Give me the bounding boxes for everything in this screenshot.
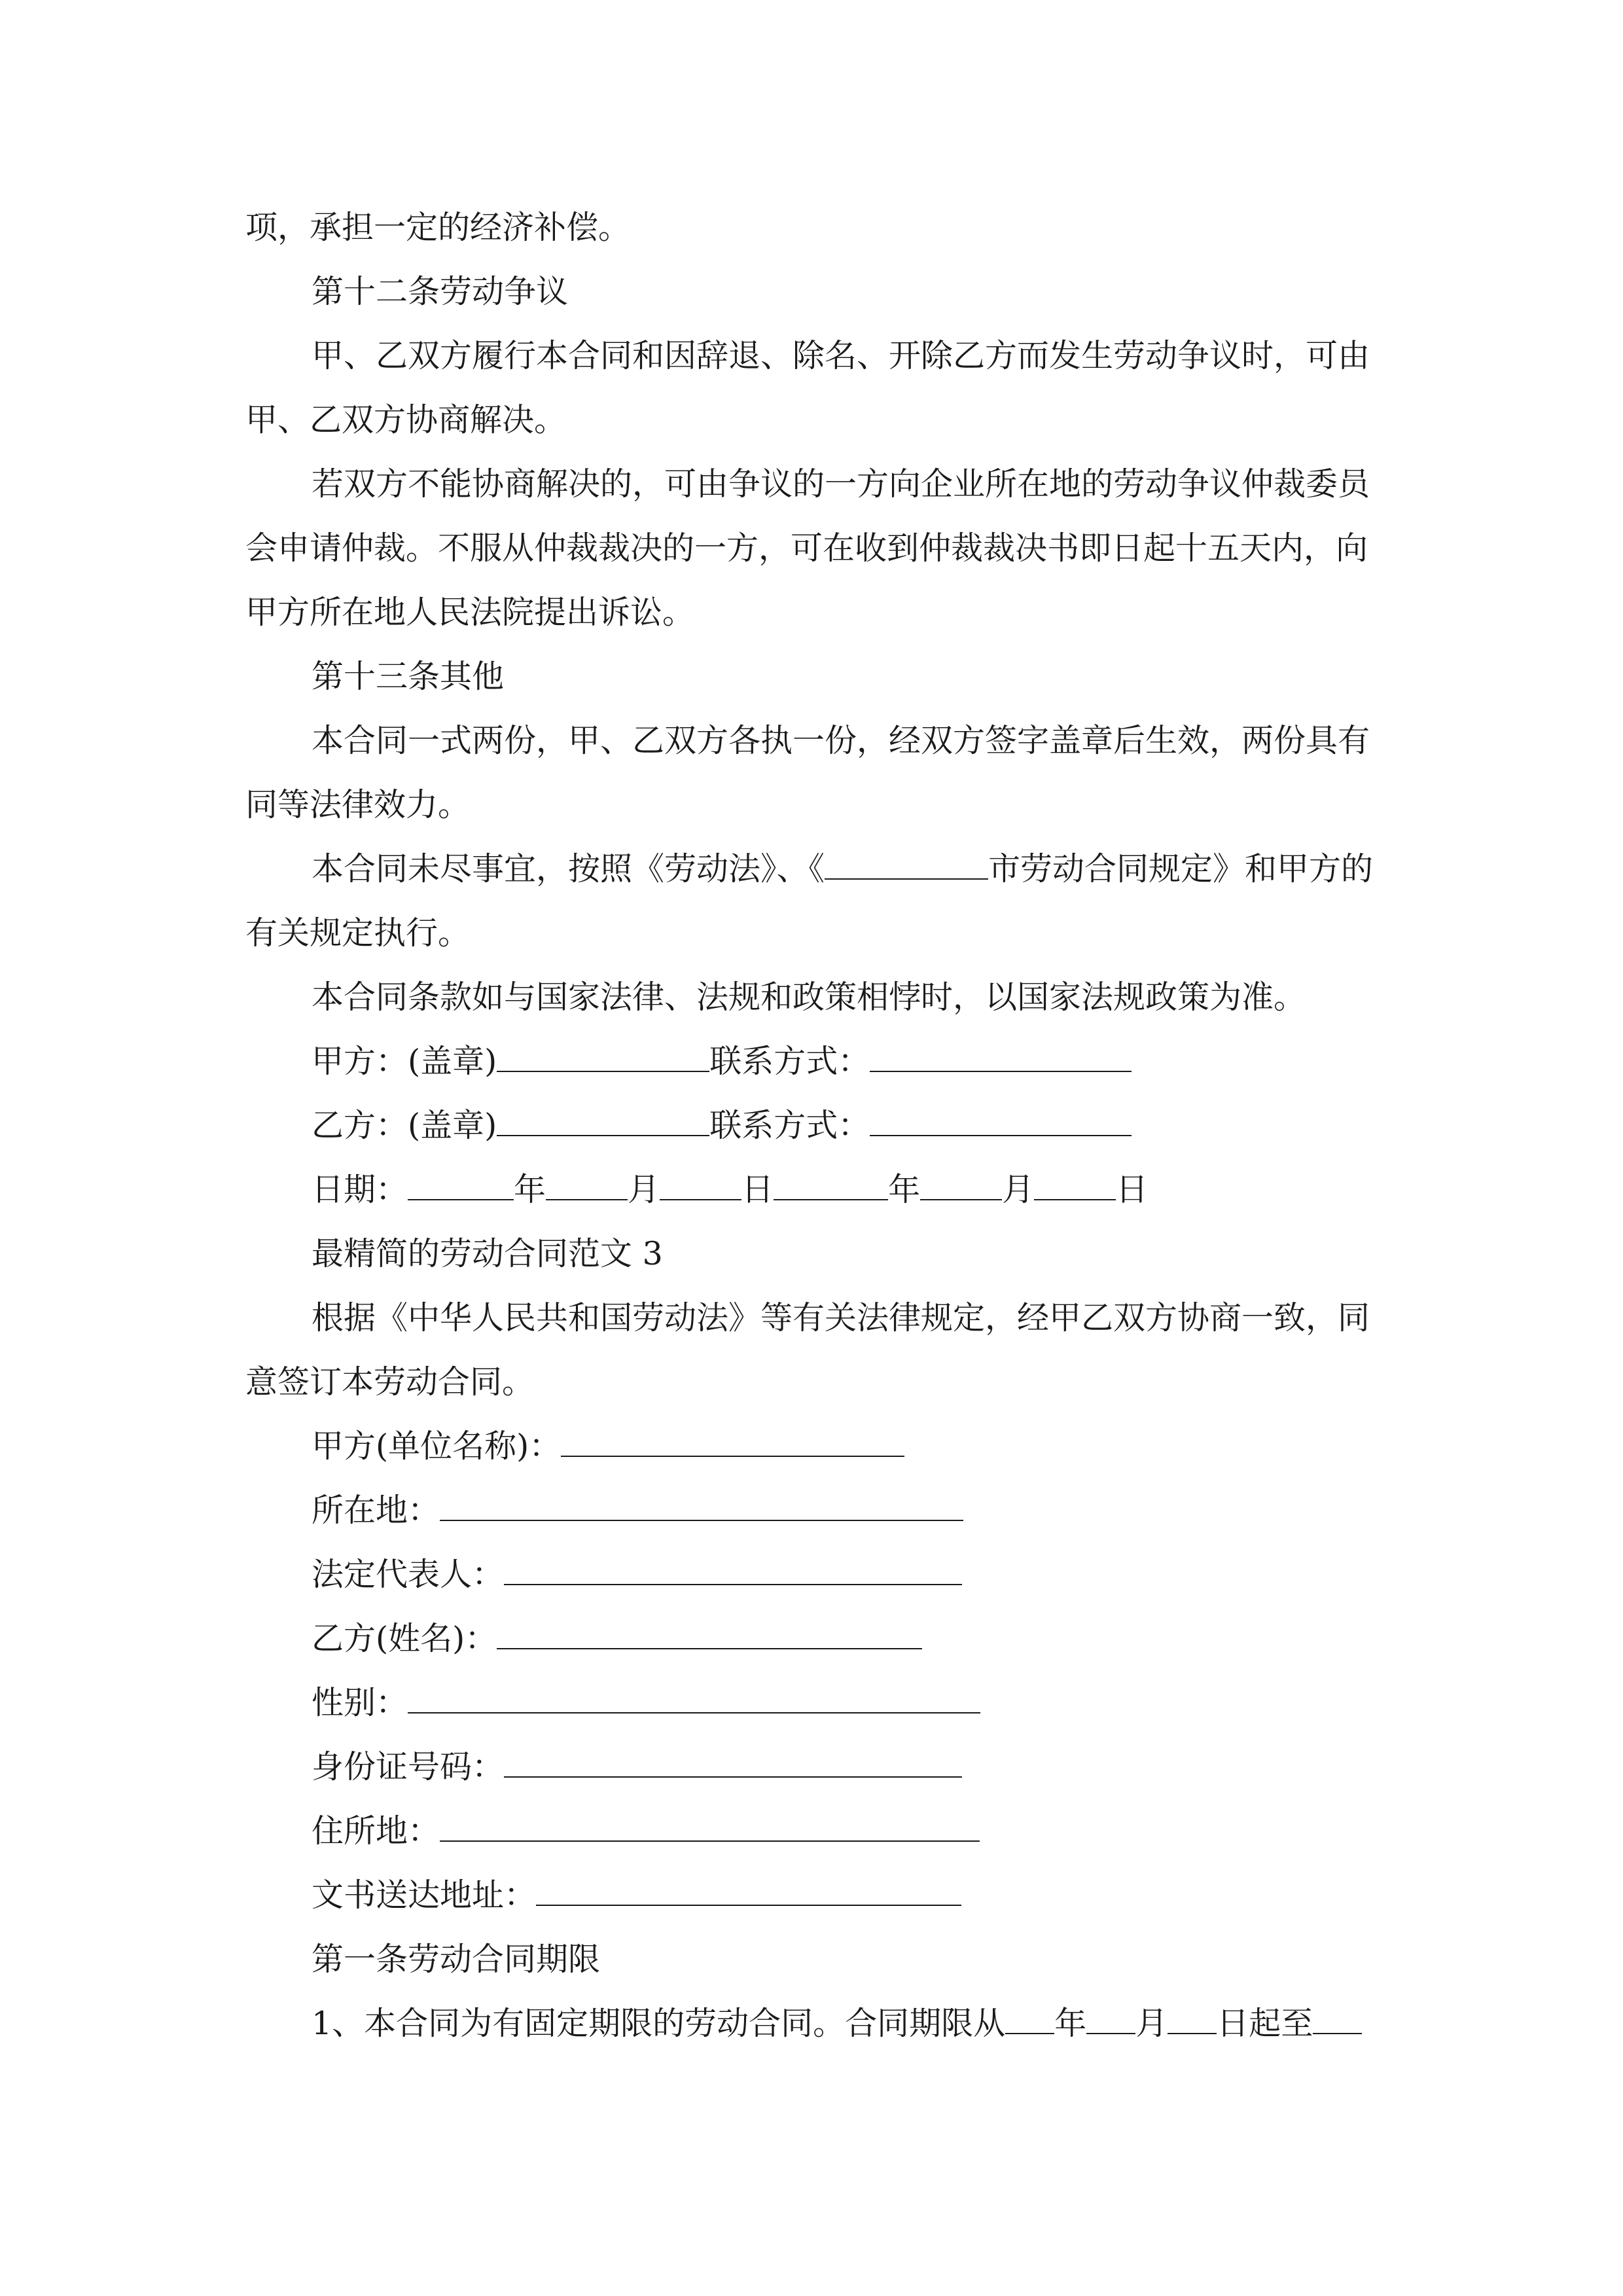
contact-blank[interactable] <box>870 1106 1132 1136</box>
month-blank[interactable] <box>1086 2004 1135 2034</box>
seal-blank[interactable] <box>497 1042 709 1072</box>
month-blank[interactable] <box>546 1170 628 1200</box>
field-party-b <box>312 1619 1444 1659</box>
address-blank[interactable] <box>440 1491 963 1521</box>
end-year-blank[interactable] <box>1313 2004 1362 2034</box>
seal-blank[interactable] <box>497 1106 709 1136</box>
legal-rep-blank[interactable] <box>504 1555 962 1585</box>
paragraph-line: 会申请仲裁。不服从仲裁裁决的一方，可在收到仲裁裁决书即日起十五天内，向 <box>245 529 1368 567</box>
paragraph-line: 同等法律效力。 <box>245 786 471 823</box>
year-blank[interactable] <box>1005 2004 1054 2034</box>
paragraph-line: 本合同条款如与国家法律、法规和政策相悖时，以国家法规政策为准。 <box>312 978 1306 1016</box>
year-label: 年 <box>514 1171 546 1208</box>
year-label: 年 <box>1054 2005 1087 2042</box>
field-mail-address <box>312 1876 1444 1915</box>
year-blank[interactable] <box>408 1170 514 1200</box>
contact-label: 联系方式： <box>709 1043 870 1080</box>
month-blank[interactable] <box>920 1170 1002 1200</box>
text-segment: 日起至 <box>1217 2005 1313 2042</box>
field-label: 所在地： <box>312 1492 440 1529</box>
article-12-title: 第十二条劳动争议 <box>312 273 569 310</box>
field-party-a <box>312 1427 1444 1466</box>
residence-blank[interactable] <box>440 1812 980 1842</box>
article-1-title: 第一条劳动合同期限 <box>312 1941 601 1978</box>
field-id-number <box>312 1748 1444 1787</box>
day-blank[interactable] <box>1168 2004 1217 2034</box>
paragraph-line: 根据《中华人民共和国劳动法》等有关法律规定，经甲乙双方协商一致，同 <box>312 1299 1370 1336</box>
month-label: 月 <box>1002 1171 1035 1208</box>
paragraph-line: 本合同一式两份，甲、乙双方各执一份，经双方签字盖章后生效，两份具有 <box>312 722 1370 759</box>
field-label: 住所地： <box>312 1812 440 1850</box>
section-title: 最精简的劳动合同范文 3 <box>312 1235 663 1272</box>
field-label: 法定代表人： <box>312 1556 505 1593</box>
month-label: 月 <box>1135 2005 1168 2042</box>
party-b-name-blank[interactable] <box>497 1619 922 1649</box>
day-label: 日 <box>741 1171 774 1208</box>
field-label: 乙方(姓名)： <box>312 1620 497 1657</box>
text-segment: 1、本合同为有固定期限的劳动合同。合同期限从 <box>312 2005 1006 2042</box>
paragraph-line: 意签订本劳动合同。 <box>245 1363 535 1401</box>
gender-blank[interactable] <box>408 1683 980 1713</box>
text-segment: 甲、乙双方履行本合同和因辞退、除名、开除乙方而发生劳动争议时，可由 <box>312 337 1370 374</box>
paragraph-line <box>312 2004 1444 2043</box>
year-label: 年 <box>888 1171 921 1208</box>
paragraph-line: 甲方所在地人民法院提出诉讼。 <box>245 594 695 631</box>
field-gender <box>312 1683 1444 1723</box>
field-residence <box>312 1812 1444 1851</box>
paragraph-line <box>312 336 1378 376</box>
paragraph-line: 甲、乙双方协商解决。 <box>245 401 567 439</box>
day-label: 日 <box>1116 1171 1149 1208</box>
field-label: 性别： <box>312 1684 408 1721</box>
year-blank[interactable] <box>774 1170 888 1200</box>
month-label: 月 <box>628 1171 660 1208</box>
signature-label: 乙方：(盖章) <box>312 1107 497 1144</box>
contact-label: 联系方式： <box>709 1107 870 1144</box>
article-13-title: 第十三条其他 <box>312 658 505 695</box>
paragraph-line <box>312 850 1444 889</box>
city-blank[interactable] <box>825 850 988 880</box>
field-legal-rep <box>312 1555 1444 1594</box>
id-number-blank[interactable] <box>504 1748 962 1778</box>
day-blank[interactable] <box>660 1170 741 1200</box>
paragraph-line: 有关规定执行。 <box>245 914 471 952</box>
contact-blank[interactable] <box>870 1042 1132 1072</box>
field-label: 甲方(单位名称)： <box>312 1427 562 1465</box>
paragraph-line: 项，承担一定的经济补偿。 <box>245 209 631 246</box>
justified-line <box>312 336 1378 376</box>
signature-line-party-b <box>312 1106 1444 1145</box>
mail-address-blank[interactable] <box>536 1876 961 1906</box>
party-a-name-blank[interactable] <box>561 1427 904 1457</box>
date-line <box>312 1170 1444 1210</box>
text-segment: 市劳动合同规定》和甲方的 <box>988 850 1374 888</box>
text-segment: 本合同未尽事宜，按照《劳动法》、《 <box>312 850 825 888</box>
paragraph-line: 若双方不能协商解决的，可由争议的一方向企业所在地的劳动争议仲裁委员 <box>312 465 1370 503</box>
date-label: 日期： <box>312 1171 408 1208</box>
field-address <box>312 1491 1444 1530</box>
field-label: 文书送达地址： <box>312 1876 537 1914</box>
field-label: 身份证号码： <box>312 1748 505 1785</box>
signature-label: 甲方：(盖章) <box>312 1043 497 1080</box>
signature-line-party-a <box>312 1042 1444 1081</box>
day-blank[interactable] <box>1034 1170 1116 1200</box>
